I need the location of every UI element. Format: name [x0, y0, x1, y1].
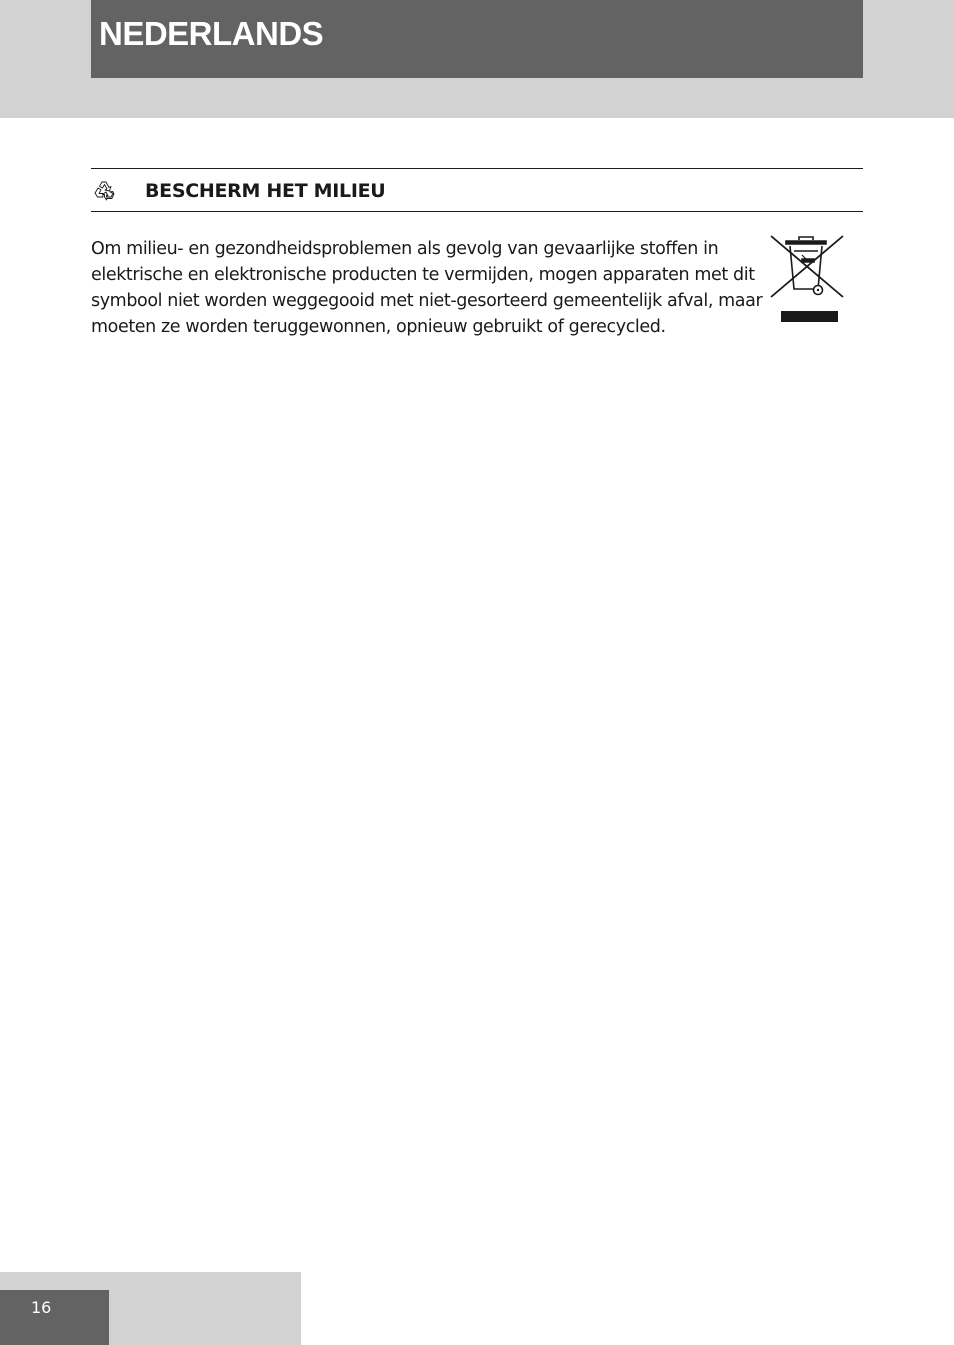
environment-paragraph: Om milieu- en gezondheidsproblemen als gevolg van gevaarlijke stoffen in elektrische en elektronische producten te vermijden, mogen apparaten met dit symbool niet worden weggegooid met niet-gesorteerd gemeentelijk afval, maar moeten ze worden teruggewonnen, opnieuw gebruikt of gerecycled.	[91, 239, 763, 337]
language-title: NEDERLANDS	[99, 15, 324, 52]
crossed-out-wheelie-bin-icon	[768, 233, 846, 325]
page-number: 16	[31, 1298, 52, 1317]
section-header	[91, 168, 863, 212]
recycle-icon	[92, 179, 116, 203]
page-number-box	[0, 1290, 109, 1345]
section-title: BESCHERM HET MILIEU	[145, 180, 386, 202]
language-title-bar	[91, 0, 863, 78]
